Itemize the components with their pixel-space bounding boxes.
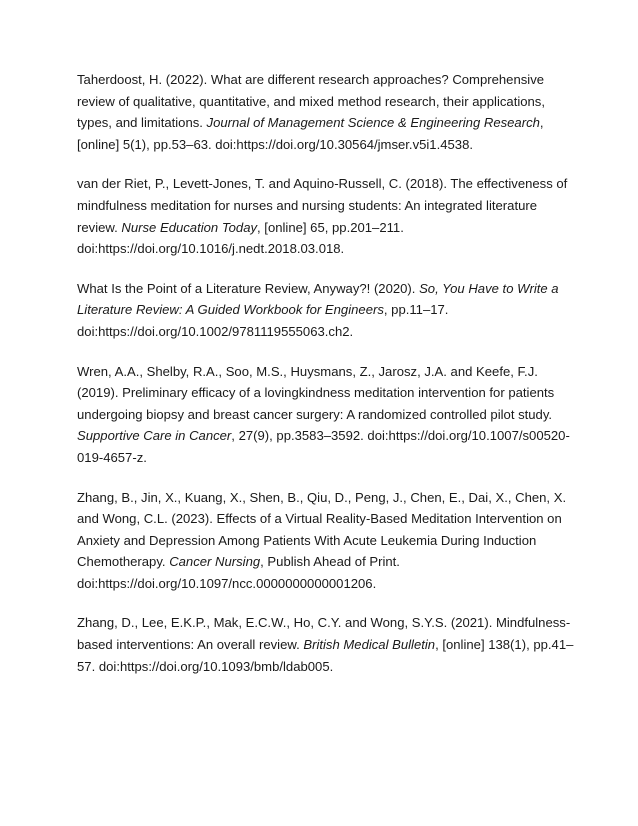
reference-text: Zhang, D., Lee, E.K.P., Mak, E.C.W., Ho, C.Y. and Wong, S.Y.S. (2021). Mindfulness-based interventions: An overall review. xyxy=(77,615,571,653)
reference-details: , [online] 138(1), pp.41–57. doi:https://doi.org/10.1093/bmb/ldab005. xyxy=(77,637,574,674)
reference-journal: Supportive Care in Cancer xyxy=(77,428,232,444)
reference-journal: British Medical Bulletin xyxy=(303,637,436,653)
reference-taherdoost-2022 xyxy=(77,69,578,155)
reference-journal: So, You Have to Write a Literature Review: A Guided Workbook for Engineers xyxy=(77,280,559,318)
reference-van-der-riet-2018 xyxy=(77,173,578,259)
reference-text: Taherdoost, H. (2022). What are different research approaches? Comprehensive review of qualitative, quantitative, and mixed method research, their applications, types, and limitations. xyxy=(77,72,545,131)
reference-text: Zhang, B., Jin, X., Kuang, X., Shen, B., Qiu, D., Peng, J., Chen, E., Dai, X., Chen, X. and Wong, C.L. (2023). Effects of a Virtual Reality-Based Meditation Intervention on Anxiety and Depression Among Patients With Acute Leukemia During Induction Chemotherapy. xyxy=(77,489,567,570)
reference-journal: Cancer Nursing xyxy=(169,554,261,570)
reference-wren-2019 xyxy=(77,361,578,469)
reference-details: , pp.11–17. doi:https://doi.org/10.1002/9781119555063.ch2. xyxy=(77,302,449,339)
reference-details: , Publish Ahead of Print. doi:https://doi.org/10.1097/ncc.0000000000001206. xyxy=(77,554,400,591)
reference-details: , [online] 65, pp.201–211. doi:https://doi.org/10.1016/j.nedt.2018.03.018. xyxy=(77,219,404,257)
reference-zhang-b-2023 xyxy=(77,487,578,595)
reference-details: , 27(9), pp.3583–3592. doi:https://doi.org/10.1007/s00520-019-4657-z. xyxy=(77,428,570,465)
reference-text: van der Riet, P., Levett-Jones, T. and Aquino-Russell, C. (2018). The effectiveness of mindfulness meditation for nurses and nursing students: An integrated literature review. xyxy=(77,176,568,235)
reference-journal: Nurse Education Today xyxy=(121,219,258,235)
reference-text: What Is the Point of a Literature Review, Anyway?! (2020). xyxy=(77,280,420,296)
reference-details: , [online] 5(1), pp.53–63. doi:https://doi.org/10.30564/jmser.v5i1.4538. xyxy=(77,115,544,152)
reference-text: Wren, A.A., Shelby, R.A., Soo, M.S., Huysmans, Z., Jarosz, J.A. and Keefe, F.J. (2019). Preliminary efficacy of a lovingkindness meditation intervention for patients undergoing biopsy and breast cancer surgery: A randomized controlled pilot study. xyxy=(77,363,555,422)
reference-literature-review-2020 xyxy=(77,278,578,343)
reference-journal: Journal of Management Science & Engineering Research xyxy=(206,115,540,131)
reference-zhang-d-2021 xyxy=(77,612,578,677)
